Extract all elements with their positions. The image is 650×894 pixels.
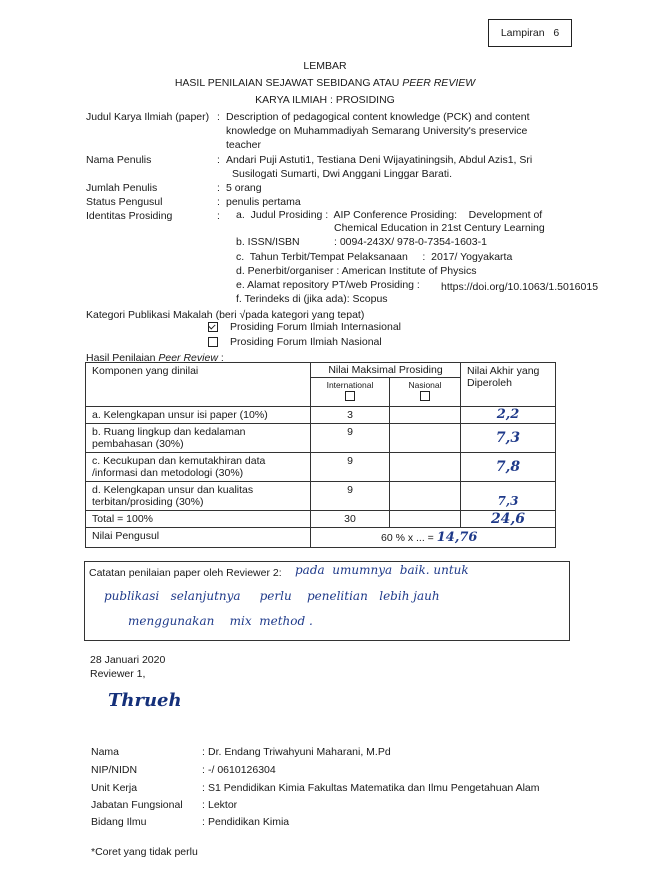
status-value: penulis pertama bbox=[226, 196, 301, 208]
identitas-e: e. Alamat repository PT/web Prosiding : bbox=[236, 279, 420, 291]
table-row bbox=[86, 424, 556, 453]
header-nas bbox=[390, 378, 461, 407]
title-line2-italic: PEER REVIEW bbox=[402, 77, 476, 89]
identity-bidang-value: Pendidikan Kimia bbox=[208, 816, 290, 828]
identity-unit-label: Unit Kerja bbox=[91, 782, 138, 794]
row-d-nas bbox=[390, 482, 461, 511]
row-d-score: 7,3 bbox=[461, 482, 556, 511]
row-b-max: 9 bbox=[311, 424, 390, 453]
penulis-line2: Susilogati Sumarti, Dwi Anggani Linggar Barati. bbox=[232, 168, 453, 180]
identitas-colon: : bbox=[217, 210, 220, 222]
checkbox-icon[interactable] bbox=[208, 337, 218, 347]
footnote: *Coret yang tidak perlu bbox=[91, 846, 198, 858]
header-komponen: Komponen yang dinilai bbox=[86, 363, 311, 407]
status-label: Status Pengusul bbox=[86, 196, 163, 208]
row-a-label: a. Kelengkapan unsur isi paper (10%) bbox=[86, 407, 311, 424]
table-row bbox=[86, 511, 556, 528]
header-maks: Nilai Maksimal Prosiding bbox=[311, 363, 461, 378]
kategori-option-nas-label: Prosiding Forum Ilmiah Nasional bbox=[230, 336, 382, 348]
header-akhir-l2: Diperoleh bbox=[467, 377, 512, 389]
kategori-option-intl-label: Prosiding Forum Ilmiah Internasional bbox=[230, 321, 401, 333]
lampiran-label: Lampiran 6 bbox=[500, 27, 560, 39]
hasil-label-italic: Peer Review bbox=[158, 352, 218, 364]
kategori-option-nas[interactable] bbox=[208, 336, 382, 348]
row-a-max: 3 bbox=[311, 407, 390, 424]
signature: Thrueh bbox=[108, 690, 182, 711]
total-label: Total = 100% bbox=[86, 511, 311, 528]
date: 28 Januari 2020 bbox=[90, 654, 166, 666]
checkbox-icon[interactable] bbox=[345, 391, 355, 401]
catatan-label: Catatan penilaian paper oleh Reviewer 2: bbox=[89, 567, 282, 579]
reviewer-label: Reviewer 1, bbox=[90, 668, 146, 680]
hasil-label-suffix: : bbox=[217, 352, 224, 364]
identitas-a2: Chemical Education in 21st Century Learning bbox=[334, 222, 545, 234]
identity-nama-value: Dr. Endang Triwahyuni Maharani, M.Pd bbox=[208, 746, 391, 758]
row-b-nas bbox=[390, 424, 461, 453]
row-b-l2: pembahasan (30%) bbox=[92, 438, 184, 450]
identitas-c: c. Tahun Terbit/Tempat Pelaksanaan : 2017/ Yogyakarta bbox=[236, 251, 513, 263]
header-intl-label: International bbox=[326, 380, 374, 390]
catatan-handwritten-line1: pada umumnya baik. untuk bbox=[295, 563, 469, 577]
table-row bbox=[86, 528, 556, 548]
identitas-d: d. Penerbit/organiser : American Institute of Physics bbox=[236, 265, 477, 277]
status-colon: : bbox=[217, 196, 220, 208]
row-b-label bbox=[86, 424, 311, 453]
identity-jabatan-colon: : bbox=[202, 799, 205, 811]
row-d-label bbox=[86, 482, 311, 511]
identitas-e-value: https://doi.org/10.1063/1.5016015 bbox=[441, 281, 599, 293]
identity-unit-colon: : bbox=[202, 782, 205, 794]
row-c-label bbox=[86, 453, 311, 482]
identitas-label: Identitas Prosiding bbox=[86, 210, 173, 222]
judul-line2: knowledge on Muhammadiyah Semarang University's preservice bbox=[226, 125, 528, 137]
row-d-l2: terbitan/prosiding (30%) bbox=[92, 496, 204, 508]
title-line2 bbox=[0, 77, 650, 89]
header-akhir-l1: Nilai Akhir yang bbox=[467, 365, 540, 377]
identity-bidang-label: Bidang Ilmu bbox=[91, 816, 147, 828]
kategori-label: Kategori Publikasi Makalah (beri √pada kategori yang tepat) bbox=[86, 309, 365, 321]
judul-line3: teacher bbox=[226, 139, 262, 151]
identity-nip-value: -/ 0610126304 bbox=[208, 764, 276, 776]
row-b-l1: b. Ruang lingkup dan kedalaman bbox=[92, 426, 246, 438]
row-c-l2: /informasi dan metodologi (30%) bbox=[92, 467, 244, 479]
pengusul-cell bbox=[311, 528, 556, 548]
row-c-l1: c. Kecukupan dan kemutakhiran data bbox=[92, 455, 266, 467]
row-d-l1: d. Kelengkapan unsur dan kualitas bbox=[92, 484, 254, 496]
identity-bidang-colon: : bbox=[202, 816, 205, 828]
pengusul-label: Nilai Pengusul bbox=[86, 528, 311, 548]
penulis-line1: Andari Puji Astuti1, Testiana Deni Wijayatiningsih, Abdul Azis1, Sri bbox=[226, 154, 533, 166]
identity-unit-value: S1 Pendidikan Kimia Fakultas Matematika dan Ilmu Pengetahuan Alam bbox=[208, 782, 540, 794]
judul-line1: Description of pedagogical content knowledge (PCK) and content bbox=[226, 111, 530, 123]
score-table bbox=[85, 362, 556, 548]
penulis-label: Nama Penulis bbox=[86, 154, 152, 166]
jumlah-value: 5 orang bbox=[226, 182, 262, 194]
identity-nip-colon: : bbox=[202, 764, 205, 776]
pengusul-score: 14,76 bbox=[436, 530, 478, 545]
total-nas bbox=[390, 511, 461, 528]
identity-nip-label: NIP/NIDN bbox=[91, 764, 138, 776]
row-b-score: 7,3 bbox=[461, 424, 556, 453]
table-row bbox=[86, 453, 556, 482]
identitas-b: b. ISSN/ISBN bbox=[236, 236, 300, 248]
identitas-f: f. Terindeks di (jika ada): Scopus bbox=[236, 293, 388, 305]
total-max: 30 bbox=[311, 511, 390, 528]
title-line3: KARYA ILMIAH : PROSIDING bbox=[255, 94, 395, 106]
judul-label: Judul Karya Ilmiah (paper) bbox=[86, 111, 210, 123]
kategori-option-intl[interactable] bbox=[208, 321, 401, 333]
row-a-score: 2,2 bbox=[461, 407, 556, 424]
judul-colon: : bbox=[217, 111, 220, 123]
title-line2-text: HASIL PENILAIAN SEJAWAT SEBIDANG ATAU bbox=[174, 77, 403, 89]
header-akhir bbox=[461, 363, 556, 407]
row-c-max: 9 bbox=[311, 453, 390, 482]
checkbox-icon[interactable] bbox=[420, 391, 430, 401]
identity-nama-label: Nama bbox=[91, 746, 120, 758]
header-nas-label: Nasional bbox=[408, 380, 442, 390]
row-c-score: 7,8 bbox=[461, 453, 556, 482]
identitas-b-value: : 0094-243X/ 978-0-7354-1603-1 bbox=[334, 236, 487, 248]
lampiran-box bbox=[488, 19, 572, 47]
total-score: 24,6 bbox=[461, 511, 556, 528]
hasil-label-text: Hasil Penilaian bbox=[86, 352, 159, 364]
row-d-max: 9 bbox=[311, 482, 390, 511]
identitas-a: a. Judul Prosiding : AIP Conference Prosiding: Development of bbox=[236, 209, 543, 221]
title-line1: LEMBAR bbox=[303, 60, 347, 72]
identity-jabatan-value: Lektor bbox=[208, 799, 238, 811]
row-c-nas bbox=[390, 453, 461, 482]
identity-jabatan-label: Jabatan Fungsional bbox=[91, 799, 183, 811]
catatan-handwritten-line3: menggunakan mix method . bbox=[128, 614, 313, 628]
table-row bbox=[86, 482, 556, 511]
row-a-nas bbox=[390, 407, 461, 424]
catatan-handwritten-line2: publikasi selanjutnya perlu penelitian lebih jauh bbox=[104, 589, 440, 603]
checkbox-checked-icon[interactable] bbox=[208, 322, 218, 332]
header-intl bbox=[311, 378, 390, 407]
pengusul-calc: 60 % x ... = bbox=[381, 532, 434, 544]
jumlah-label: Jumlah Penulis bbox=[86, 182, 158, 194]
table-row bbox=[86, 407, 556, 424]
identity-nama-colon: : bbox=[202, 746, 205, 758]
penulis-colon: : bbox=[217, 154, 220, 166]
jumlah-colon: : bbox=[217, 182, 220, 194]
